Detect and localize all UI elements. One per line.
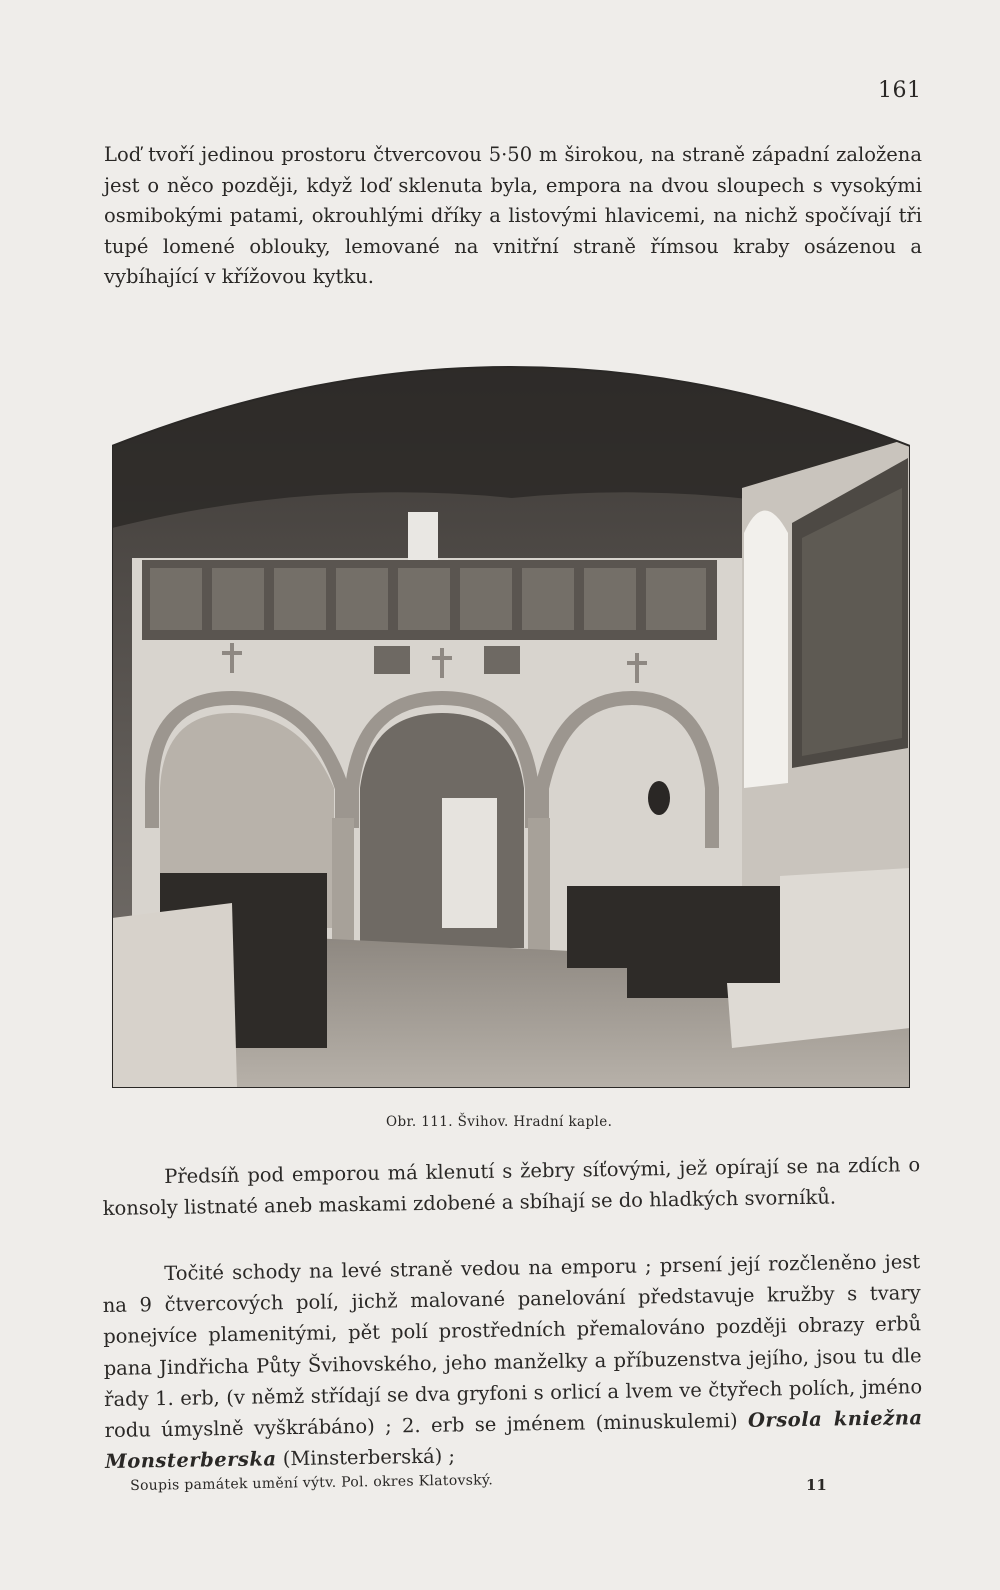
figure-caption: Obr. 111. Švihov. Hradní kaple. — [386, 1114, 613, 1130]
paragraph-staircase-text: Točité schody na levé straně vedou na emporu ; prsení její rozčleněno jest na 9 čtvercových polí, jichž malované panelování představuje kružby s tvary ponejvíce plamenitými, pět polí prostředních přemalováno později obrazy erbů pana Jindřicha Půty Švihovského, jeho manželky a příbuzenstva jejího, jsou tu dle řady 1. erb, (v němž střídají se dva gryfoni s orlicí a lvem ve čtyřech polích, jméno rodu úmyslně vyškrábáno) ; 2. erb se jménem (minuskulemi) — [102, 1250, 923, 1442]
page-number: 161 — [878, 78, 922, 103]
gothic-inscription: Orsola kniežna Monsterberska — [105, 1406, 923, 1474]
paragraph-staircase — [102, 1246, 923, 1477]
paragraph-nave-description: Loď tvoří jedinou prostoru čtvercovou 5·50 m širokou, na straně západní založena jest o něco později, když loď sklenuta byla, empora na dvou sloupech s vysokými osmibokými patami, okrouhlými dříky a listovými hlavicemi, na nichž spočívají tři tupé lomené oblouky, lemované na vnitřní straně římsou kraby osázenou a vybíhající v křížovou kytku. — [104, 143, 922, 288]
paragraph-indent — [102, 1183, 164, 1184]
paragraph-indent — [102, 1280, 164, 1281]
paragraph-staircase-end: (Minsterberská) ; — [282, 1444, 456, 1471]
chapel-interior-photo — [112, 328, 910, 1088]
paragraph-vestibule — [102, 1150, 921, 1224]
signature-mark: 11 — [806, 1476, 827, 1494]
footer-series-title: Soupis památek umění výtv. Pol. okres Klatovský. — [130, 1472, 494, 1494]
paragraph-vestibule-text: Předsíň pod emporou má klenutí s žebry síťovými, jež opírají se na zdích o konsoly listnaté aneb maskami zdobené a sbíhají se do hladkých svorníků. — [102, 1153, 921, 1220]
